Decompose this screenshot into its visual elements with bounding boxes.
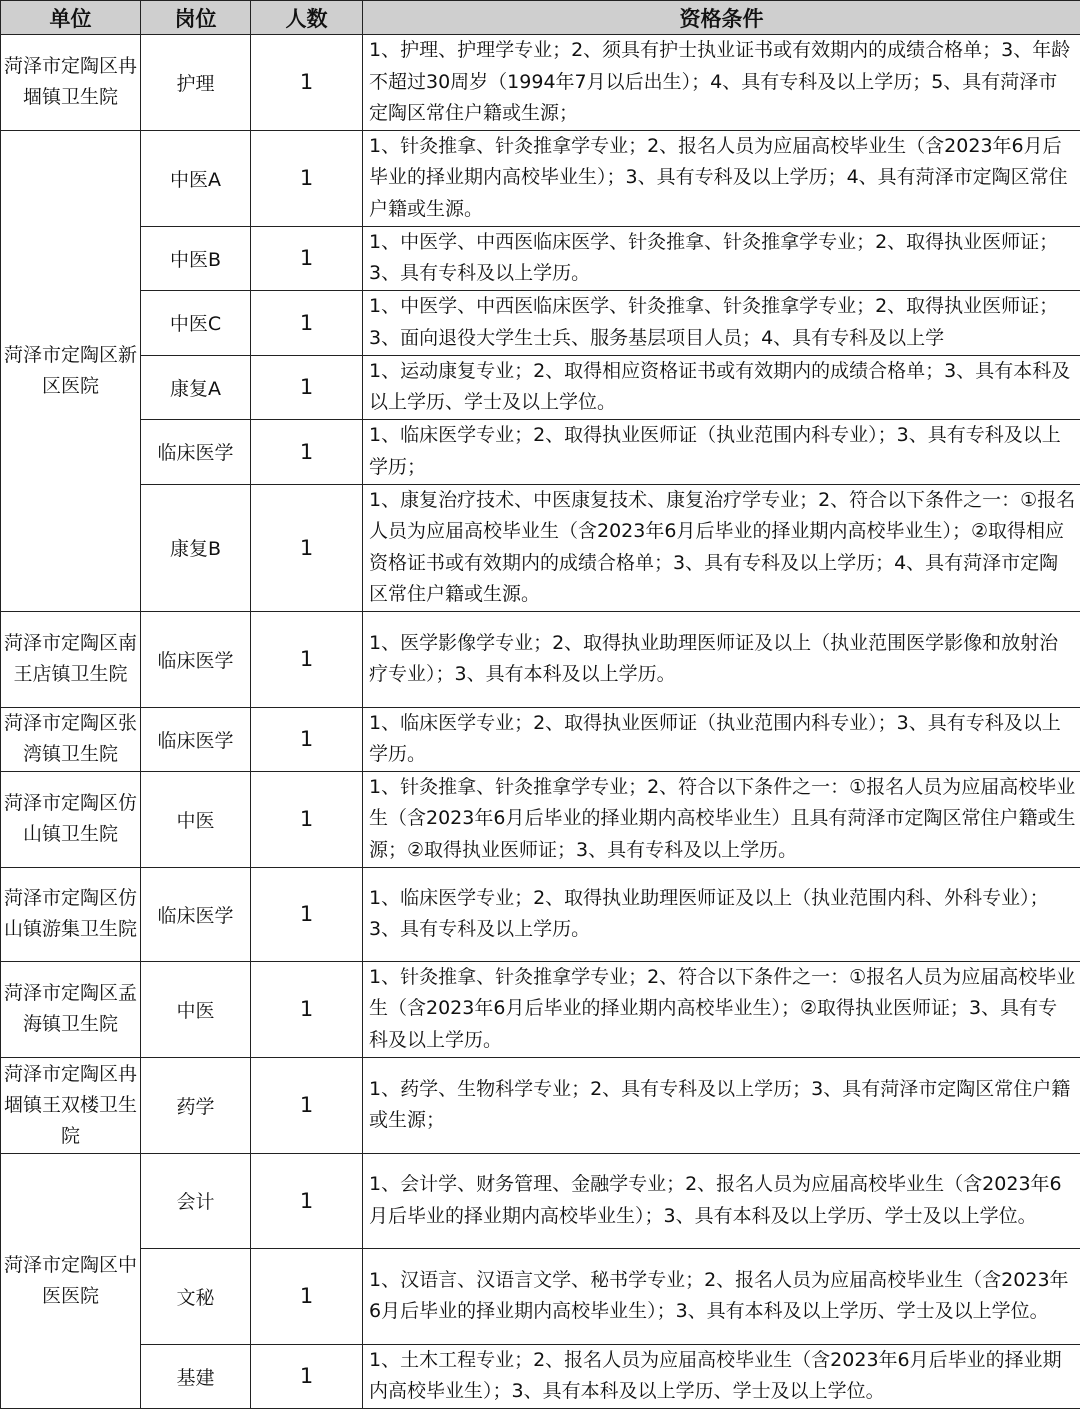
table-row [1,1344,1080,1408]
count-cell: 1 [251,961,363,1057]
header-post: 岗位 [141,1,251,35]
count-cell: 1 [251,1057,363,1153]
count-cell: 1 [251,419,363,484]
post-cell: 临床医学 [141,611,251,707]
conditions-cell: 1、药学、生物科学专业；2、具有专科及以上学历；3、具有菏泽市定陶区常住户籍或生源； [363,1057,1080,1153]
post-cell: 文秘 [141,1248,251,1344]
conditions-cell: 1、针灸推拿、针灸推拿学专业；2、符合以下条件之一：①报名人员为应届高校毕业生（含2023年6月后毕业的择业期内高校毕业生）且具有菏泽市定陶区常住户籍或生源；②取得执业医师证；3、具有专科及以上学历。 [363,771,1080,867]
table-row [1,867,1080,961]
post-cell: 中医A [141,130,251,226]
count-cell: 1 [251,130,363,226]
count-cell: 1 [251,226,363,290]
post-cell: 中医B [141,226,251,290]
conditions-cell: 1、医学影像学专业；2、取得执业助理医师证及以上（执业范围医学影像和放射治疗专业）；3、具有本科及以上学历。 [363,611,1080,707]
count-cell: 1 [251,1248,363,1344]
count-cell: 1 [251,611,363,707]
table-row [1,771,1080,867]
table-row [1,130,1080,226]
conditions-cell: 1、护理、护理学专业；2、须具有护士执业证书或有效期内的成绩合格单；3、年龄不超过30周岁（1994年7月以后出生）；4、具有专科及以上学历；5、具有菏泽市定陶区常住户籍或生源； [363,35,1080,131]
table-row [1,419,1080,484]
header-row [1,1,1080,35]
count-cell: 1 [251,1344,363,1408]
count-cell: 1 [251,35,363,131]
table-row [1,35,1080,131]
post-cell: 中医 [141,961,251,1057]
post-cell: 中医 [141,771,251,867]
count-cell: 1 [251,484,363,611]
conditions-cell: 1、土木工程专业；2、报名人员为应届高校毕业生（含2023年6月后毕业的择业期内高校毕业生）；3、具有本科及以上学历、学士及以上学位。 [363,1344,1080,1408]
header-unit: 单位 [1,1,141,35]
table-row [1,707,1080,771]
post-cell: 护理 [141,35,251,131]
table-row [1,290,1080,355]
unit-cell: 菏泽市定陶区仿山镇卫生院 [1,771,141,867]
unit-cell: 菏泽市定陶区新区医院 [1,130,141,611]
count-cell: 1 [251,771,363,867]
header-count: 人数 [251,1,363,35]
table-row [1,1248,1080,1344]
post-cell: 临床医学 [141,707,251,771]
post-cell: 会计 [141,1153,251,1248]
table-row [1,611,1080,707]
count-cell: 1 [251,290,363,355]
conditions-cell: 1、临床医学专业；2、取得执业助理医师证及以上（执业范围内科、外科专业）；3、具有专科及以上学历。 [363,867,1080,961]
post-cell: 基建 [141,1344,251,1408]
post-cell: 临床医学 [141,419,251,484]
unit-cell: 菏泽市定陶区孟海镇卫生院 [1,961,141,1057]
count-cell: 1 [251,355,363,419]
unit-cell: 菏泽市定陶区冉堌镇王双楼卫生院 [1,1057,141,1153]
post-cell: 药学 [141,1057,251,1153]
post-cell: 临床医学 [141,867,251,961]
table-row [1,484,1080,611]
unit-cell: 菏泽市定陶区仿山镇游集卫生院 [1,867,141,961]
count-cell: 1 [251,707,363,771]
table-row [1,226,1080,290]
header-conditions: 资格条件 [363,1,1080,35]
post-cell: 中医C [141,290,251,355]
table-row [1,1057,1080,1153]
conditions-cell: 1、中医学、中西医临床医学、针灸推拿、针灸推拿学专业；2、取得执业医师证；3、面向退役大学生士兵、服务基层项目人员；4、具有专科及以上学 [363,290,1080,355]
post-cell: 康复B [141,484,251,611]
conditions-cell: 1、临床医学专业；2、取得执业医师证（执业范围内科专业）；3、具有专科及以上学历； [363,419,1080,484]
unit-cell: 菏泽市定陶区冉堌镇卫生院 [1,35,141,131]
conditions-cell: 1、临床医学专业；2、取得执业医师证（执业范围内科专业）；3、具有专科及以上学历。 [363,707,1080,771]
conditions-cell: 1、会计学、财务管理、金融学专业；2、报名人员为应届高校毕业生（含2023年6月后毕业的择业期内高校毕业生）；3、具有本科及以上学历、学士及以上学位。 [363,1153,1080,1248]
unit-cell: 菏泽市定陶区中医医院 [1,1153,141,1408]
unit-cell: 菏泽市定陶区南王店镇卫生院 [1,611,141,707]
post-cell: 康复A [141,355,251,419]
conditions-cell: 1、汉语言、汉语言文学、秘书学专业；2、报名人员为应届高校毕业生（含2023年6月后毕业的择业期内高校毕业生）；3、具有本科及以上学历、学士及以上学位。 [363,1248,1080,1344]
unit-cell: 菏泽市定陶区张湾镇卫生院 [1,707,141,771]
count-cell: 1 [251,867,363,961]
count-cell: 1 [251,1153,363,1248]
conditions-cell: 1、针灸推拿、针灸推拿学专业；2、符合以下条件之一：①报名人员为应届高校毕业生（含2023年6月后毕业的择业期内高校毕业生）；②取得执业医师证；3、具有专科及以上学历。 [363,961,1080,1057]
conditions-cell: 1、中医学、中西医临床医学、针灸推拿、针灸推拿学专业；2、取得执业医师证；3、具有专科及以上学历。 [363,226,1080,290]
conditions-cell: 1、康复治疗技术、中医康复技术、康复治疗学专业；2、符合以下条件之一：①报名人员为应届高校毕业生（含2023年6月后毕业的择业期内高校毕业生）；②取得相应资格证书或有效期内的成绩合格单；3、具有专科及以上学历；4、具有菏泽市定陶区常住户籍或生源。 [363,484,1080,611]
conditions-cell: 1、运动康复专业；2、取得相应资格证书或有效期内的成绩合格单；3、具有本科及以上学历、学士及以上学位。 [363,355,1080,419]
table-row [1,1153,1080,1248]
table-row [1,961,1080,1057]
conditions-cell: 1、针灸推拿、针灸推拿学专业；2、报名人员为应届高校毕业生（含2023年6月后毕业的择业期内高校毕业生）；3、具有专科及以上学历；4、具有菏泽市定陶区常住户籍或生源。 [363,130,1080,226]
table-row [1,355,1080,419]
